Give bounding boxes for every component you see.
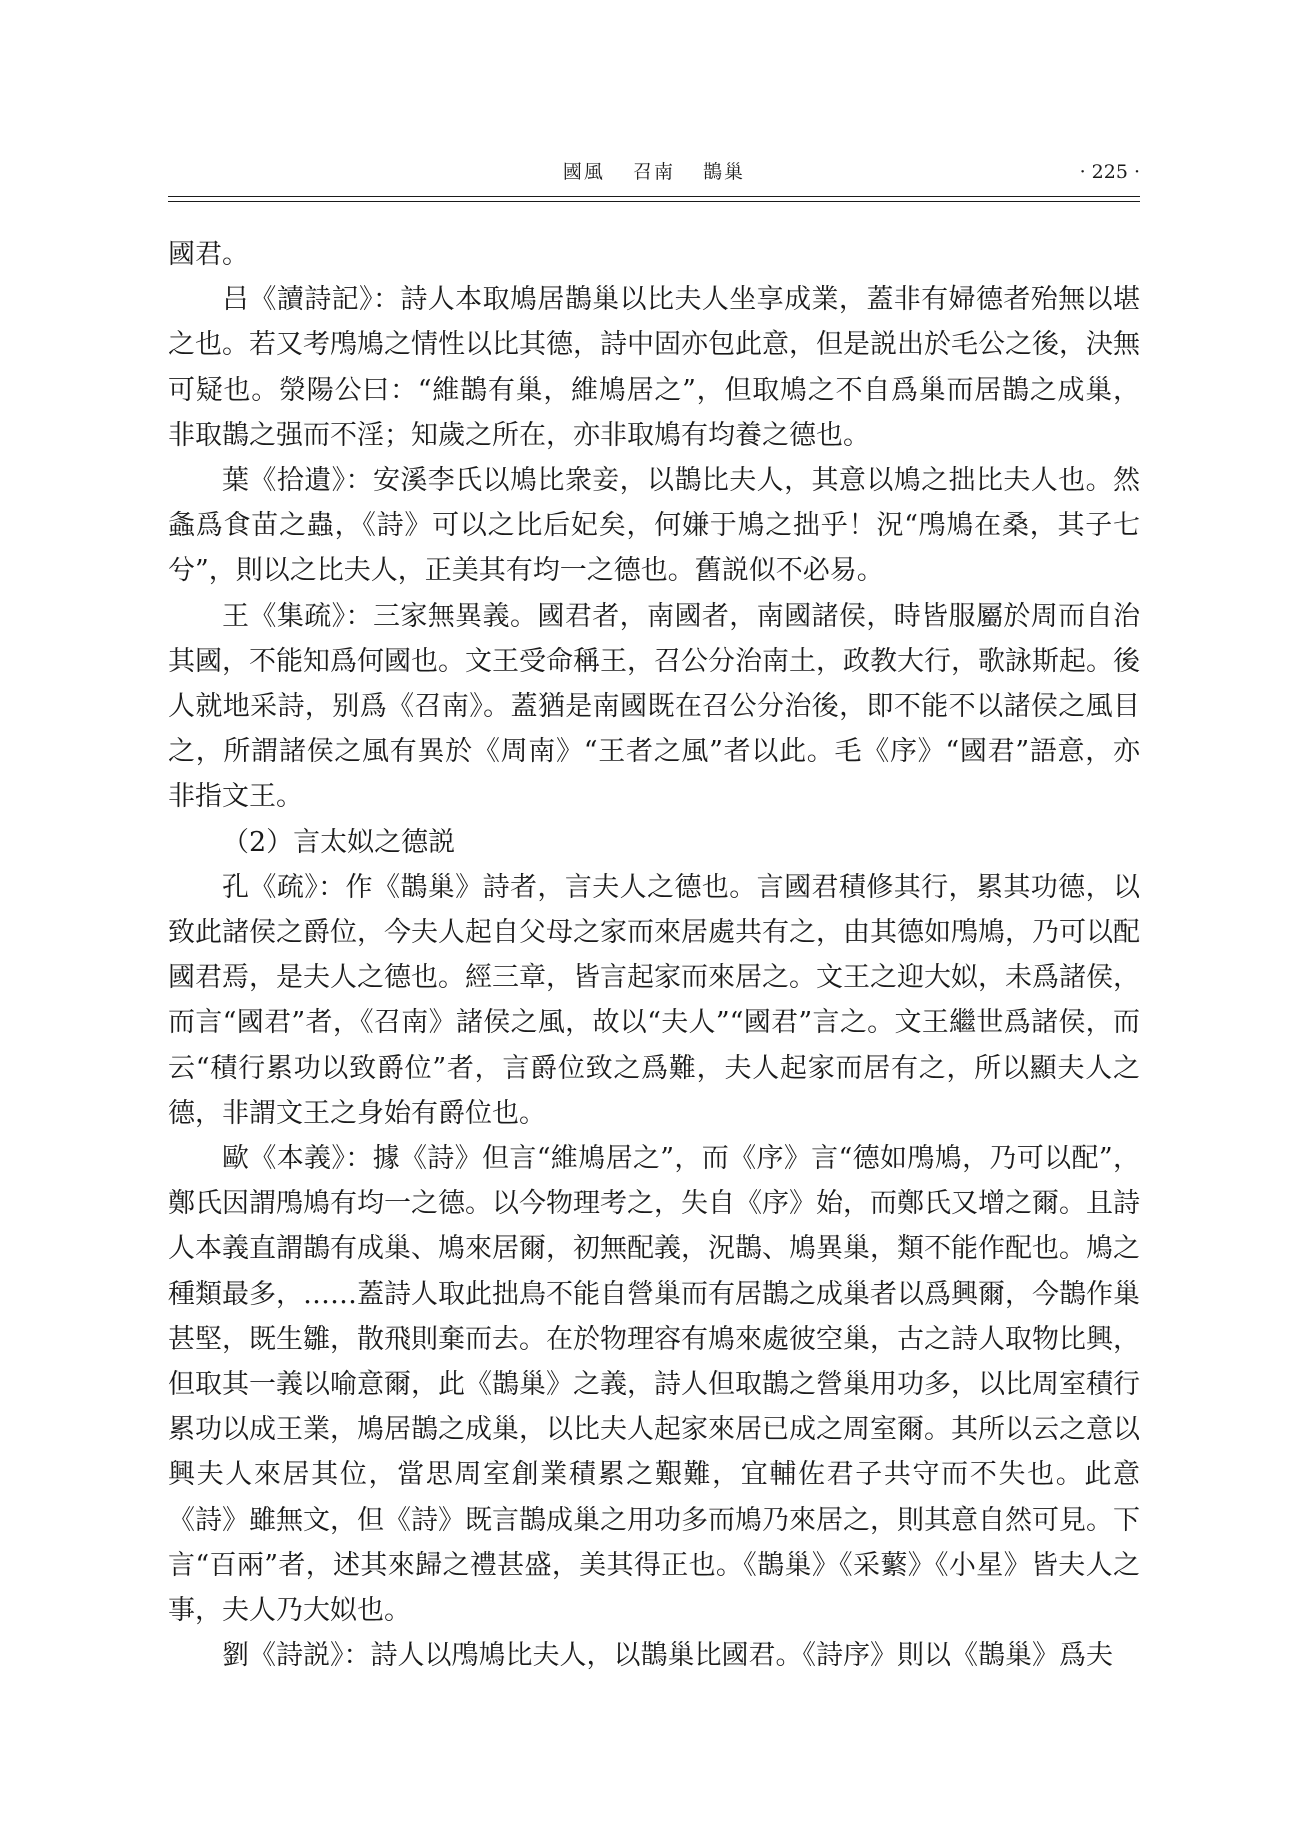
running-header-title (168, 158, 1140, 186)
body-text (168, 232, 1140, 1679)
paragraph-wang-jishu: 王《集疏》：三家無異義。國君者，南國者，南國諸侯，時皆服屬於周而自治其國，不能知爲何國也。文王受命稱王，召公分治南土，政教大行，歌詠斯起。後人就地采詩，别爲《召南》。蓋猶是南國既在召公分治後，即不能不以諸侯之風目之，所謂諸侯之風有異於《周南》“王者之風”者以此。毛《序》“國君”語意，亦非指文王。 (168, 600, 1140, 813)
paragraph-liu-shishuo: 劉《詩説》：詩人以鳲鳩比夫人，以鵲巢比國君。《詩序》則以《鵲巢》爲夫 (222, 1640, 1113, 1672)
running-header (168, 158, 1140, 194)
page-number: · 225 · (1079, 161, 1140, 183)
header-rule (168, 196, 1140, 197)
header-subsection: 召南 (632, 161, 675, 183)
header-poem: 鵲巢 (703, 161, 746, 183)
paragraph-ye-shiyi: 葉《拾遺》：安溪李氏以鳩比衆妾，以鵲比夫人，其意以鳩之拙比夫人也。然螽爲食苗之蟲，《詩》可以之比后妃矣，何嫌于鳩之拙乎！況“鳲鳩在桑，其子七兮”，則以之比夫人，正美其有均一之德也。舊説似不必易。 (168, 465, 1140, 587)
section-heading-taisi: （2）言太姒之德説 (222, 826, 456, 858)
paragraph-ou-benyi: 歐《本義》：據《詩》但言“維鳩居之”，而《序》言“德如鳲鳩，乃可以配”，鄭氏因謂鳲鳩有均一之德。以今物理考之，失自《序》始，而鄭氏又增之爾。且詩人本義直謂鵲有成巢、鳩來居爾，初無配義，況鵲、鳩異巢，類不能作配也。鳩之種類最多，……蓋詩人取此拙鳥不能自營巢而有居鵲之成巢者以爲興爾，今鵲作巢甚堅，既生雛，散飛則棄而去。在於物理容有鳩來處彼空巢，古之詩人取物比興，但取其一義以喻意爾，此《鵲巢》之義，詩人但取鵲之營巢用功多，以比周室積行累功以成王業，鳩居鵲之成巢，以比夫人起家來居已成之周室爾。其所以云之意以興夫人來居其位，當思周室創業積累之艱難，宜輔佐君子共守而不失也。此意《詩》雖無文，但《詩》既言鵲成巢之用功多而鳩乃來居之，則其意自然可見。下言“百兩”者，述其來歸之禮甚盛，美其得正也。《鵲巢》《采蘩》《小星》皆夫人之事，夫人乃大姒也。 (168, 1143, 1140, 1627)
paragraph-kong-shu: 孔《疏》：作《鵲巢》詩者，言夫人之德也。言國君積修其行，累其功德，以致此諸侯之爵位，今夫人起自父母之家而來居處共有之，由其德如鳲鳩，乃可以配國君焉，是夫人之德也。經三章，皆言起家而來居之。文王之迎大姒，未爲諸侯，而言“國君”者，《召南》諸侯之風，故以“夫人”“國君”言之。文王繼世爲諸侯，而云“積行累功以致爵位”者，言爵位致之爲難，夫人起家而居有之，所以顯夫人之德，非謂文王之身始有爵位也。 (168, 871, 1140, 1129)
paragraph-lu-dushiji: 吕《讀詩記》：詩人本取鳩居鵲巢以比夫人坐享成業，蓋非有婦德者殆無以堪之也。若又考鳲鳩之情性以比其德，詩中固亦包此意，但是説出於毛公之後，決無可疑也。滎陽公曰：“維鵲有巢，維鳩居之”，但取鳩之不自爲巢而居鵲之成巢，非取鵲之强而不淫；知歲之所在，亦非取鳩有均養之德也。 (168, 284, 1140, 451)
paragraph-continuation: 國君。 (168, 239, 249, 270)
header-rule-thin (168, 201, 1140, 202)
header-section: 國風 (562, 161, 605, 183)
